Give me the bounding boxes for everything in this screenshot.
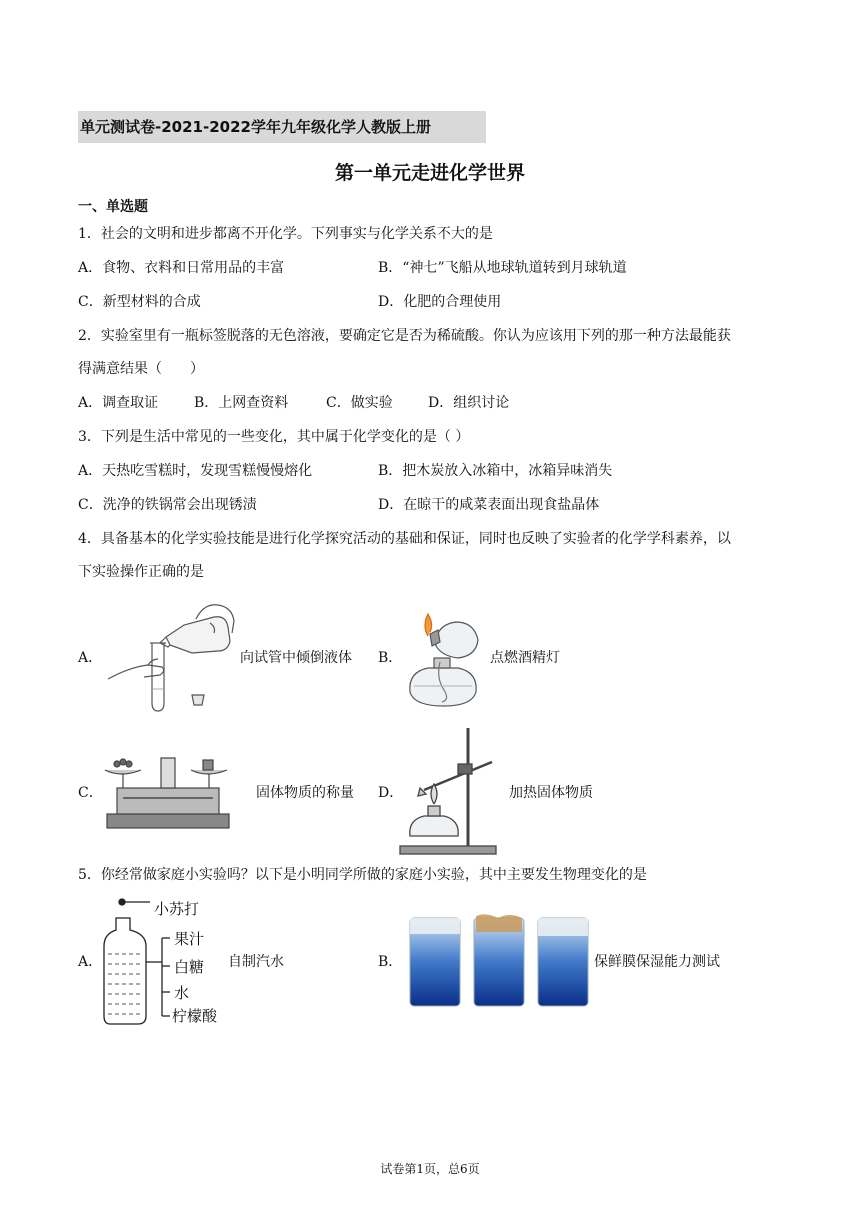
q4-option-a-letter: A． (78, 650, 103, 666)
q2-option-a: A．调查取证 (78, 395, 159, 411)
q2-option-d: D．组织讨论 (428, 395, 510, 411)
heating-solid-figure (396, 724, 506, 858)
page-title: 第一单元走进化学世界 (334, 162, 525, 184)
plastic-wrap-test-figure (406, 912, 592, 1008)
lighting-alcohol-lamp-figure (400, 606, 488, 714)
soda-label-citric-acid: 柠檬酸 (172, 1007, 218, 1025)
page-footer: 试卷第1页，总6页 (380, 1162, 480, 1176)
q4-option-c-letter: C． (78, 785, 103, 801)
q4-option-b-letter: B． (378, 650, 403, 666)
q3-stem: 3．下列是生活中常见的一些变化，其中属于化学变化的是（ ） (78, 429, 470, 445)
q4-option-d-text: 加热固体物质 (509, 785, 593, 801)
q5-option-a-text: 自制汽水 (228, 954, 284, 970)
soda-label-water: 水 (174, 984, 190, 1002)
balance-figure (103, 752, 233, 832)
q3-option-b: B．把木炭放入冰箱中，冰箱异味消失 (378, 463, 613, 479)
q3-option-c: C．洗净的铁锅常会出现锈渍 (78, 497, 257, 513)
section-heading: 一、单选题 (78, 199, 148, 215)
q5-option-a-letter: A． (78, 954, 103, 970)
q5-option-b-letter: B． (378, 954, 403, 970)
q4-option-d-letter: D． (378, 785, 404, 801)
soda-label-juice: 果汁 (174, 930, 205, 948)
q4-option-c-text: 固体物质的称量 (256, 785, 354, 801)
exam-header: 单元测试卷-2021-2022学年九年级化学人教版上册 (78, 111, 486, 143)
q1-option-b: B．“神七”飞船从地球轨道转到月球轨道 (378, 260, 627, 276)
q1-stem: 1．社会的文明和进步都离不开化学。下列事实与化学关系不大的是 (78, 226, 493, 242)
q4-stem-line2: 下实验操作正确的是 (78, 564, 204, 580)
q2-option-c: C．做实验 (326, 395, 393, 411)
pour-liquid-figure (100, 597, 238, 717)
q4-option-a-text: 向试管中倾倒液体 (240, 650, 352, 666)
soda-label-sugar: 白糖 (174, 958, 205, 976)
q4-option-b-text: 点燃酒精灯 (490, 650, 560, 666)
q5-option-b-text: 保鲜膜保湿能力测试 (594, 954, 720, 970)
q3-option-d: D．在晾干的咸菜表面出现食盐晶体 (378, 497, 600, 513)
q4-stem-line1: 4．具备基本的化学实验技能是进行化学探究活动的基础和保证，同时也反映了实验者的化学学科素养，以 (78, 531, 731, 547)
q5-stem: 5．你经常做家庭小实验吗？以下是小明同学所做的家庭小实验，其中主要发生物理变化的是 (78, 867, 647, 883)
q2-stem-line1: 2．实验室里有一瓶标签脱落的无色溶液，要确定它是否为稀硫酸。你认为应该用下列的那一种方法最能获 (78, 328, 731, 344)
soda-label-baking-soda: 小苏打 (154, 900, 200, 918)
q1-option-d: D．化肥的合理使用 (378, 294, 502, 310)
q3-option-a: A．天热吃雪糕时，发现雪糕慢慢熔化 (78, 463, 313, 479)
q2-stem-line2: 得满意结果（ ） (78, 361, 204, 377)
q1-option-c: C．新型材料的合成 (78, 294, 201, 310)
q1-option-a: A．食物、衣料和日常用品的丰富 (78, 260, 285, 276)
q2-option-b: B．上网查资料 (194, 395, 289, 411)
